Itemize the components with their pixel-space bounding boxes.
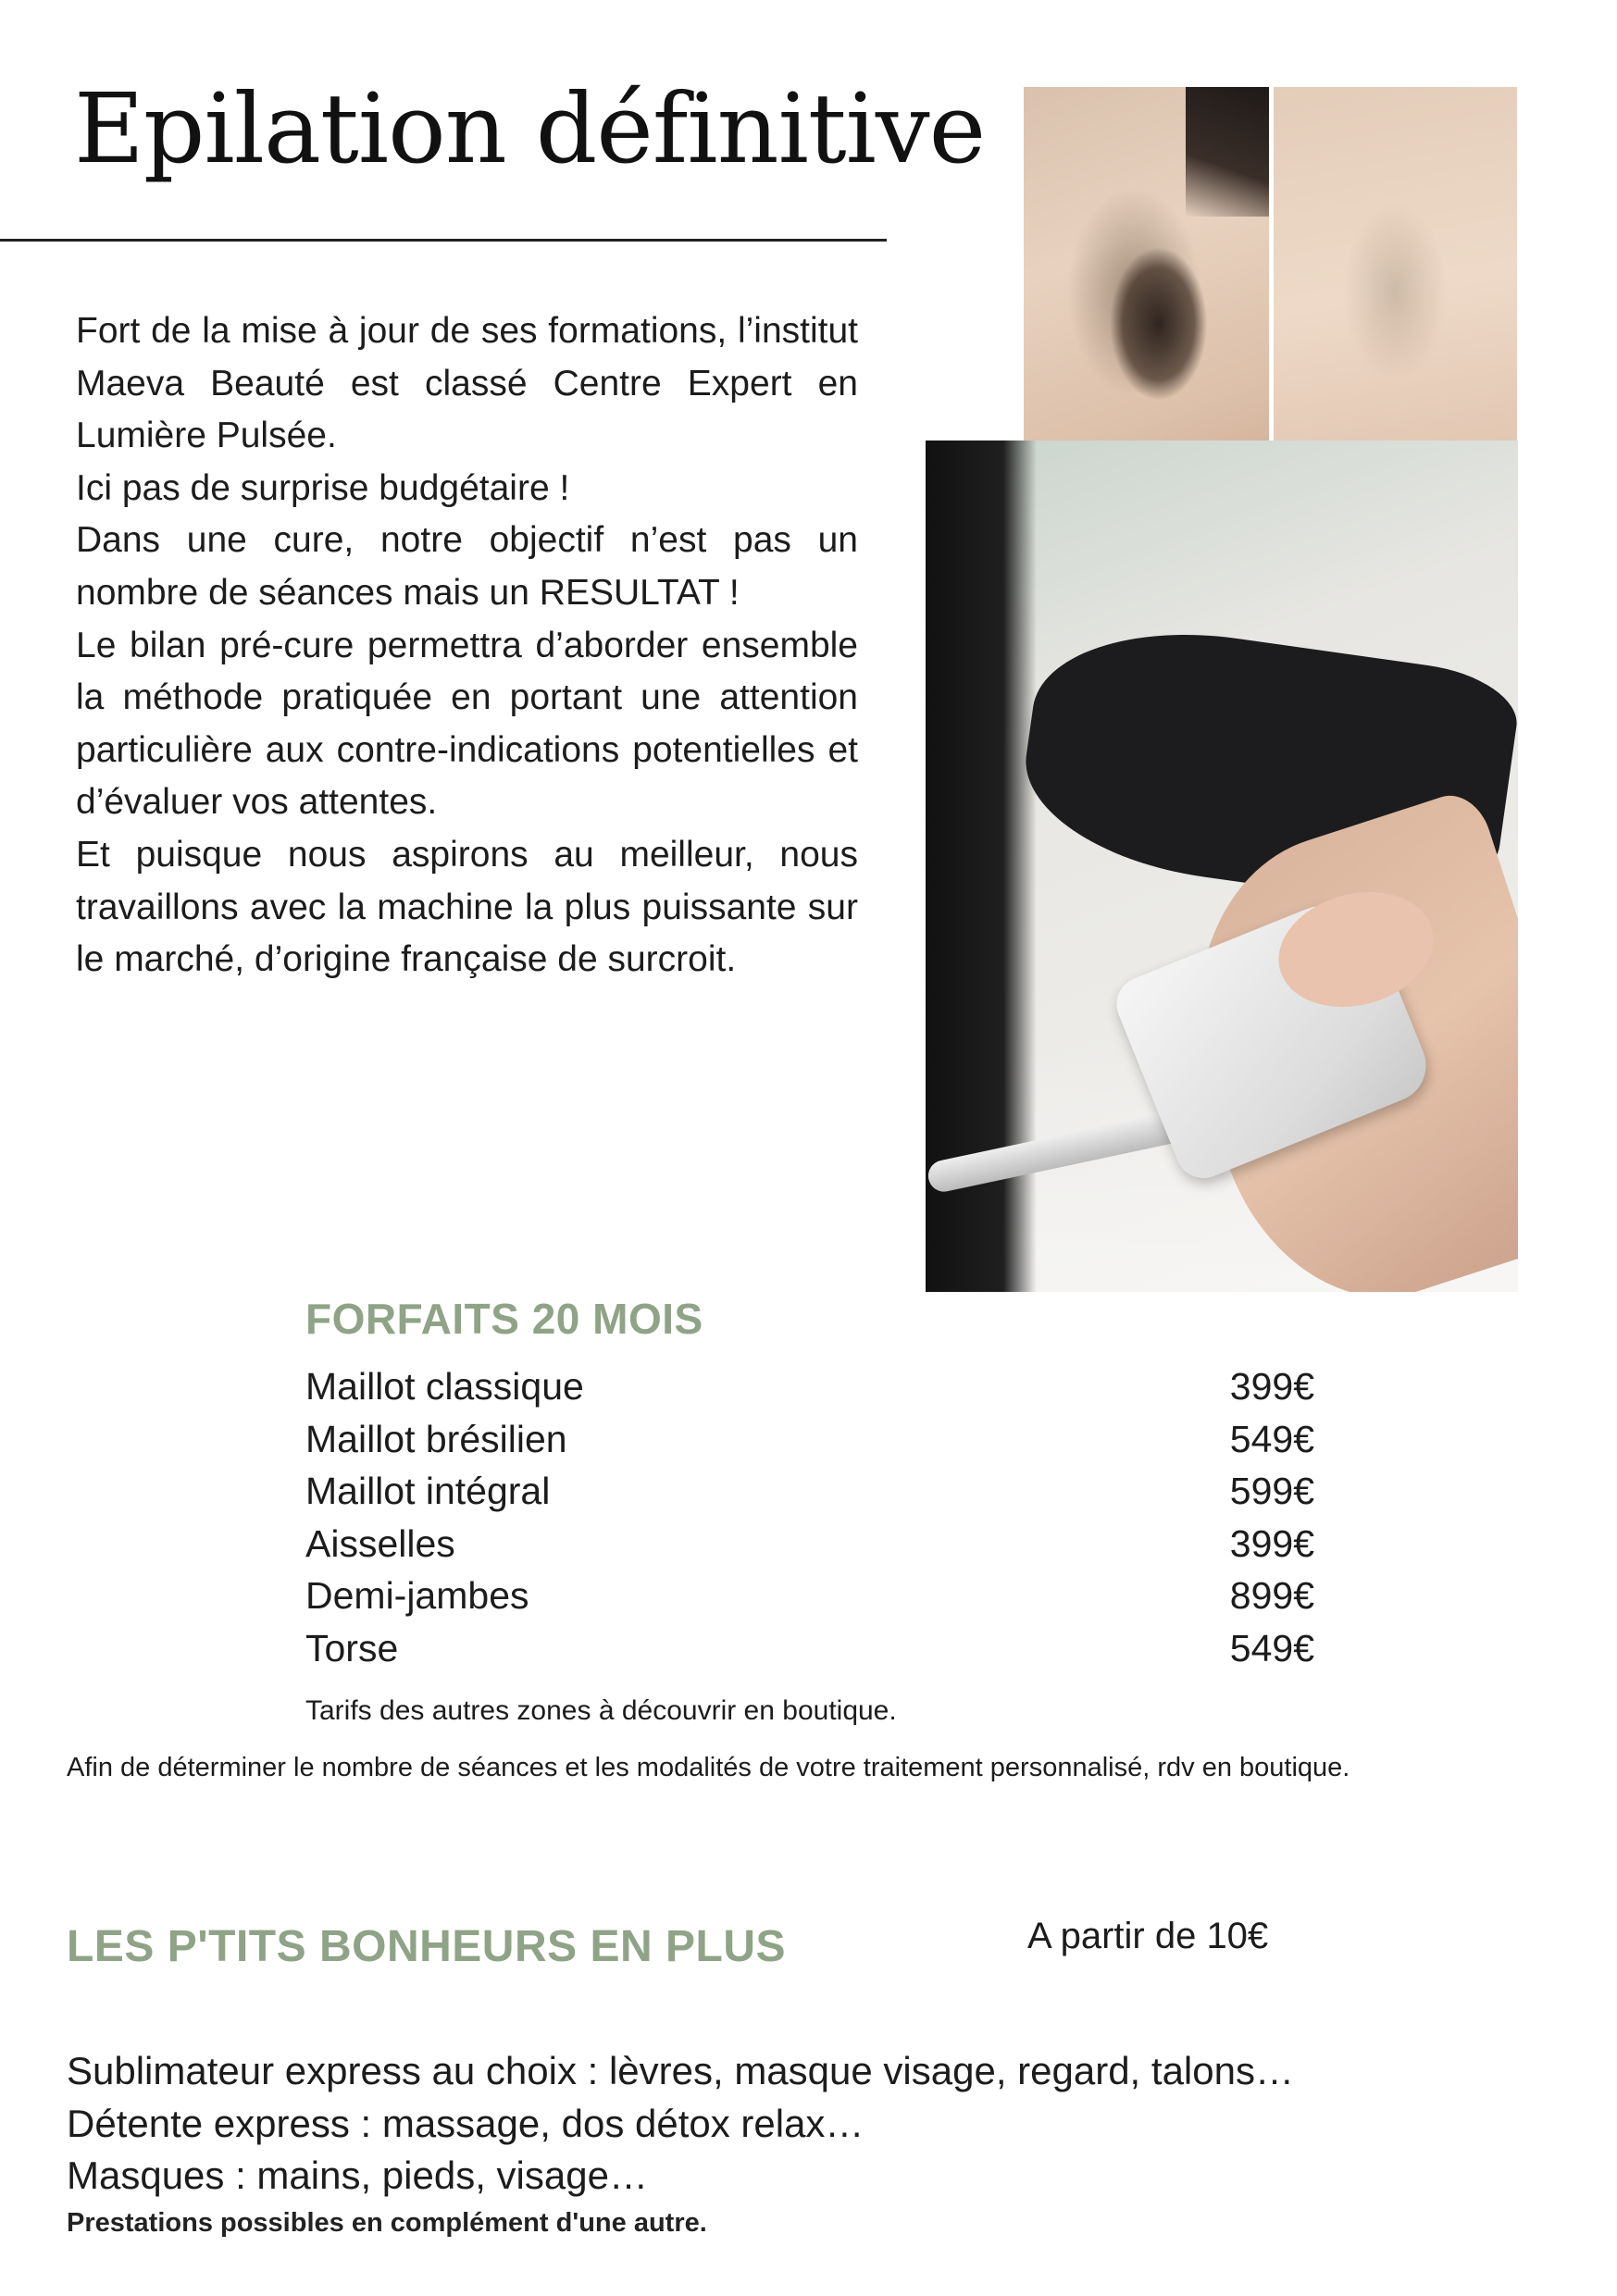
zone-price: 549€: [1229, 1417, 1314, 1460]
forfaits-heading: FORFAITS 20 MOIS: [305, 1295, 703, 1343]
extras-footnote: Prestations possibles en complément d'une autre.: [67, 2208, 707, 2238]
intro-paragraph: Ici pas de surprise budgétaire !: [76, 467, 570, 508]
bonheurs-price: A partir de 10€: [1027, 1916, 1269, 1956]
zone-price: 899€: [1229, 1574, 1314, 1618]
title-divider: [0, 239, 887, 242]
price-row: [305, 1622, 1314, 1675]
price-row: [305, 1360, 1314, 1413]
page-title: Epilation définitive: [74, 72, 986, 185]
zone-name: Maillot intégral: [305, 1470, 551, 1513]
price-row: [305, 1570, 1314, 1622]
intro-paragraph: Et puisque nous aspirons au meilleur, nous travaillons avec la machine la plus puissante sur le marché, d’origine française de surcroit.: [76, 834, 858, 980]
bonheurs-heading: LES P'TITS BONHEURS EN PLUS: [67, 1922, 786, 1971]
treatment-photo: [926, 441, 1518, 1292]
extras-item: Sublimateur express au choix : lèvres, masque visage, regard, talons…: [67, 2049, 1294, 2092]
extras-item: Masques : mains, pieds, visage…: [67, 2153, 648, 2198]
zone-name: Maillot brésilien: [305, 1417, 567, 1460]
extras-item: Détente express : massage, dos détox relax…: [67, 2101, 864, 2145]
price-row: [305, 1465, 1314, 1518]
zone-price: 549€: [1229, 1626, 1314, 1669]
rdv-note: Afin de déterminer le nombre de séances et les modalités de votre traitement personnalisé, rdv en boutique.: [67, 1753, 1350, 1782]
price-row: [305, 1518, 1314, 1570]
intro-paragraph: Fort de la mise à jour de ses formations, l’institut Maeva Beauté est classé Centre Expert en Lumière Pulsée.: [76, 311, 858, 456]
zone-name: Demi-jambes: [305, 1574, 529, 1618]
intro-paragraph: Le bilan pré-cure permettra d’aborder ensemble la méthode pratiquée en portant une attention particulière aux contre-indications potentielles et d’évaluer vos attentes.: [76, 625, 858, 823]
zone-price: 599€: [1229, 1470, 1314, 1513]
price-list: [305, 1360, 1314, 1675]
zone-name: Torse: [305, 1626, 399, 1669]
zone-name: Aisselles: [305, 1521, 455, 1565]
tarifs-note: Tarifs des autres zones à découvrir en boutique.: [305, 1695, 897, 1726]
zone-price: 399€: [1229, 1521, 1314, 1565]
intro-paragraph: Dans une cure, notre objectif n’est pas un nombre de séances mais un RESULTAT !: [76, 520, 858, 613]
intro-text: [76, 305, 858, 987]
zone-name: Maillot classique: [305, 1365, 584, 1408]
zone-price: 399€: [1229, 1365, 1314, 1408]
price-row: [305, 1413, 1314, 1466]
extras-list: [67, 2045, 1294, 2203]
